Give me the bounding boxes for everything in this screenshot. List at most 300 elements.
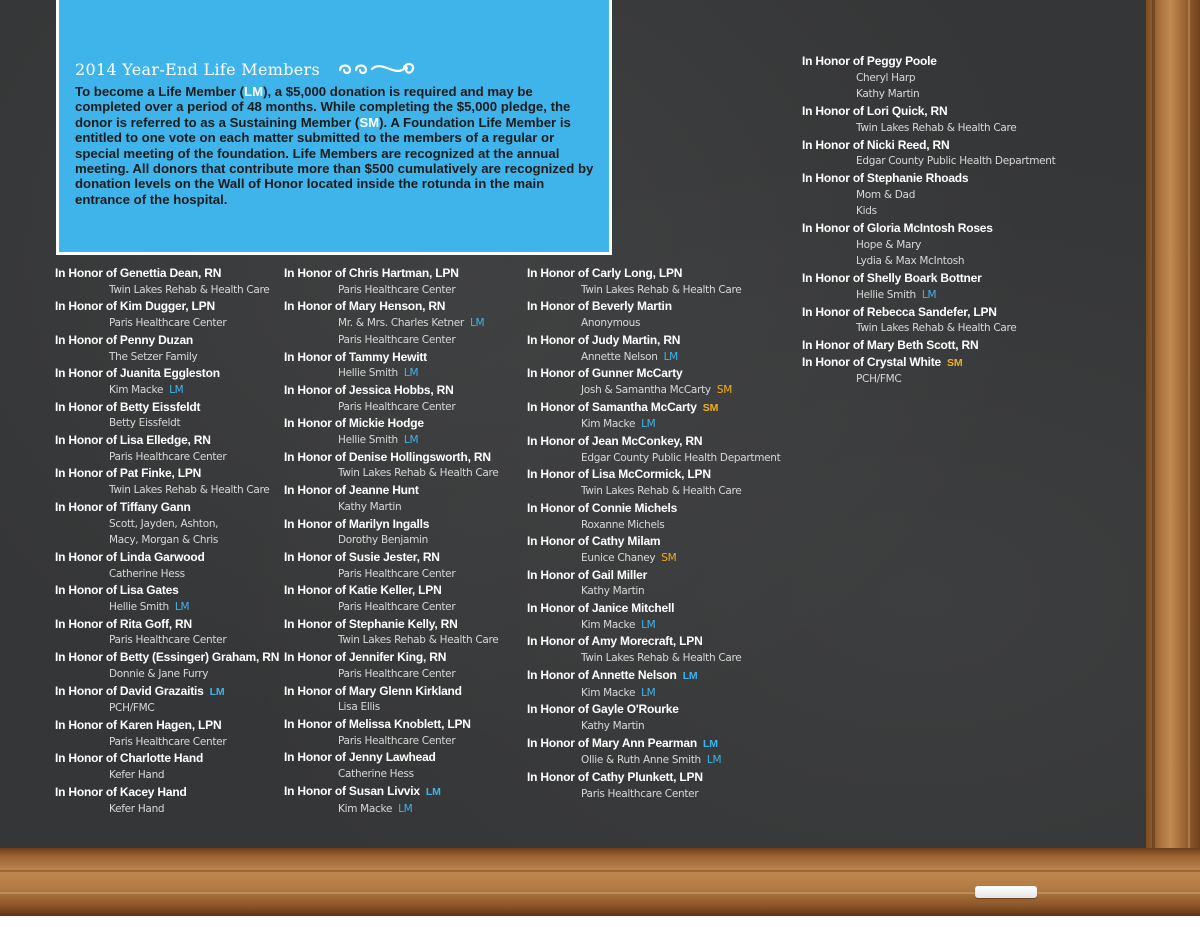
honoree-column-1 [55, 265, 279, 817]
honoree-name [55, 298, 279, 315]
honoree-name [284, 482, 498, 499]
donor-line [527, 550, 780, 567]
donor-name: Twin Lakes Rehab & Health Care [856, 121, 1017, 134]
donor-line [527, 650, 780, 667]
honor-entry [55, 582, 279, 615]
donor-name: Eunice Chaney [581, 551, 656, 564]
honoree-name [284, 649, 498, 666]
donor-line [55, 700, 279, 717]
donor-name: Kim Macke [109, 383, 164, 396]
honoree-text: In Honor of Samantha McCarty [527, 399, 697, 414]
honor-entry [527, 735, 780, 769]
donor-line [527, 752, 780, 769]
honor-entry [55, 365, 279, 398]
donor-line [284, 432, 498, 449]
honoree-text: In Honor of Charlotte Hand [55, 751, 204, 766]
honor-entry [527, 265, 780, 298]
member-badge: LM [706, 754, 722, 767]
honoree-name [284, 415, 498, 432]
donor-line [527, 685, 780, 702]
honoree-name [55, 582, 279, 599]
donor-line [802, 70, 1055, 87]
honor-entry [802, 170, 1055, 220]
honoree-name [284, 349, 498, 366]
donor-line [527, 382, 780, 399]
donor-name: Twin Lakes Rehab & Health Care [581, 485, 742, 498]
donor-line [284, 666, 498, 683]
honoree-name [284, 516, 498, 533]
honoree-text: In Honor of Shelly Boark Bottner [802, 271, 982, 286]
donor-line [527, 416, 780, 433]
honoree-text: In Honor of Gail Miller [527, 567, 648, 582]
donor-line [802, 187, 1055, 204]
honor-entry [802, 53, 1055, 103]
member-badge: LM [169, 383, 184, 396]
honoree-name [527, 433, 780, 450]
honoree-text: In Honor of Cathy Plunkett, LPN [527, 770, 703, 785]
donor-line [527, 282, 780, 299]
honor-entry [284, 265, 498, 298]
member-badge: LM [663, 350, 678, 363]
honor-entry [527, 633, 780, 666]
honoree-name [55, 432, 279, 449]
honoree-name [802, 137, 1055, 154]
donor-name: Kids [856, 205, 877, 218]
honoree-name [527, 533, 780, 550]
donor-line [284, 365, 498, 382]
donor-line [284, 499, 498, 516]
donor-name: Annette Nelson [581, 350, 658, 363]
honoree-text: In Honor of Lisa Elledge, RN [55, 433, 211, 448]
donor-name: Paris Healthcare Center [109, 735, 227, 748]
honoree-name [55, 616, 279, 633]
honoree-text: In Honor of Annette Nelson [527, 667, 677, 682]
donor-name: Paris Healthcare Center [338, 400, 456, 413]
donor-name: Josh & Samantha McCarty [581, 383, 711, 396]
donor-name: Mom & Dad [856, 188, 916, 201]
honor-entry [527, 500, 780, 533]
honor-entry [284, 683, 498, 716]
donor-name: Kefer Hand [109, 802, 165, 815]
honoree-text: In Honor of Penny Duzan [55, 332, 194, 347]
honor-entry [284, 516, 498, 549]
honoree-name [55, 784, 279, 801]
honor-entry [802, 103, 1055, 136]
honor-entry [527, 433, 780, 466]
donor-line [55, 532, 279, 549]
honor-entry [284, 382, 498, 415]
donor-line [284, 733, 498, 750]
donor-line [55, 632, 279, 649]
donor-line [55, 516, 279, 533]
donor-name: Twin Lakes Rehab & Health Care [109, 283, 270, 296]
honoree-name [55, 465, 279, 482]
donor-name: Twin Lakes Rehab & Health Care [338, 634, 499, 647]
honoree-text: In Honor of Gayle O'Rourke [527, 702, 679, 717]
honoree-text: In Honor of Tiffany Gann [55, 499, 191, 514]
honoree-text: In Honor of Nicki Reed, RN [802, 137, 950, 152]
honoree-text: In Honor of Stephanie Rhoads [802, 170, 969, 185]
honoree-text: In Honor of David Grazaitis [55, 683, 204, 698]
donor-line [527, 583, 780, 600]
honoree-text: In Honor of Lisa McCormick, LPN [527, 467, 711, 482]
honoree-text: In Honor of Carly Long, LPN [527, 266, 683, 280]
honoree-text: In Honor of Melissa Knoblett, LPN [284, 716, 471, 731]
honoree-text: In Honor of Rita Goff, RN [55, 616, 192, 631]
member-badge: LM [425, 785, 441, 798]
honoree-column-3 [527, 265, 780, 803]
honor-entry [527, 667, 780, 701]
honor-entry [284, 783, 498, 817]
honor-entry [527, 399, 780, 433]
donor-line [527, 315, 780, 332]
honoree-text: In Honor of Pat Finke, LPN [55, 466, 202, 481]
donor-line [802, 153, 1055, 170]
donor-line [284, 632, 498, 649]
honoree-name [527, 298, 780, 315]
honoree-name [527, 667, 780, 685]
honoree-name [284, 549, 498, 566]
honoree-text: In Honor of Katie Keller, LPN [284, 583, 442, 598]
donor-name: Cheryl Harp [856, 71, 916, 84]
honoree-text: In Honor of Mary Glenn Kirkland [284, 683, 462, 698]
donor-name: Lisa Ellis [338, 701, 380, 714]
member-badge: LM [469, 317, 485, 330]
honoree-text: In Honor of Cathy Milam [527, 534, 661, 549]
donor-name: Twin Lakes Rehab & Health Care [109, 484, 270, 497]
honoree-text: In Honor of Mickie Hodge [284, 416, 424, 431]
donor-name: Kefer Hand [109, 769, 165, 782]
honoree-name [55, 717, 279, 734]
donor-line [802, 253, 1055, 270]
honor-entry [284, 482, 498, 515]
honoree-text: In Honor of Rebecca Sandefer, LPN [802, 304, 997, 319]
donor-name: Kim Macke [581, 618, 636, 631]
donor-line [284, 465, 498, 482]
donor-name: Twin Lakes Rehab & Health Care [581, 652, 742, 665]
honor-entry [284, 415, 498, 448]
donor-line [284, 315, 498, 332]
honor-entry [55, 399, 279, 432]
donor-name: Kim Macke [581, 418, 636, 431]
honor-entry [527, 332, 780, 365]
honoree-name [284, 749, 498, 766]
donor-name: Kim Macke [338, 802, 393, 815]
honoree-text: In Honor of Amy Morecraft, LPN [527, 634, 703, 649]
panel-description [75, 84, 597, 207]
honor-entry [55, 499, 279, 549]
honoree-name [527, 701, 780, 718]
donor-line [284, 332, 498, 349]
honoree-name [284, 683, 498, 700]
honoree-text: In Honor of Karen Hagen, LPN [55, 717, 222, 732]
donor-name: Paris Healthcare Center [109, 634, 227, 647]
member-badge: LM [398, 802, 413, 815]
honor-entry [802, 354, 1055, 388]
member-badge: LM [641, 618, 656, 631]
panel-title: 2014 Year-End Life Members [75, 59, 320, 79]
donor-name: Edgar County Public Health Department [581, 451, 781, 464]
honoree-name [284, 783, 498, 801]
donor-line [55, 734, 279, 751]
honor-entry [55, 465, 279, 498]
honoree-text: In Honor of Mary Henson, RN [284, 299, 446, 314]
honor-entry [802, 304, 1055, 337]
honoree-text: In Honor of Lori Quick, RN [802, 104, 948, 119]
honor-entry [284, 749, 498, 782]
donor-name: Hellie Smith [338, 367, 398, 380]
donor-line [284, 766, 498, 783]
donor-line [55, 415, 279, 432]
honoree-name [55, 549, 279, 566]
honoree-name [802, 304, 1055, 321]
member-badge: SM [661, 551, 677, 564]
donor-line [284, 282, 498, 299]
text-segment: ). A Foundation Life Member is entitled to one vote on each matter submitted to the members of a regular or special meeting of the foundation. Life Members are recognized at the annual meeting. All donors that contribute more than $500 cumulatively are recognized by donation levels on the Wall of Honor located inside the rotunda in the main entrance of the hospital. [75, 114, 594, 207]
donor-line [284, 532, 498, 549]
honoree-name [55, 332, 279, 349]
donor-line [55, 282, 279, 299]
wood-ledge [0, 848, 1200, 916]
donor-line [55, 666, 279, 683]
donor-line [527, 517, 780, 534]
honor-entry [527, 298, 780, 331]
chalk-piece [975, 886, 1037, 898]
honoree-text: In Honor of Stephanie Kelly, RN [284, 616, 458, 631]
honor-entry [284, 716, 498, 749]
honor-entry [284, 549, 498, 582]
honoree-name [802, 103, 1055, 120]
honor-entry [802, 220, 1055, 270]
honor-entry [527, 769, 780, 802]
honoree-name [802, 270, 1055, 287]
honoree-text: In Honor of Gloria McIntosh Roses [802, 221, 993, 236]
donor-name: Paris Healthcare Center [338, 667, 456, 680]
donor-line [802, 320, 1055, 337]
donor-name: Hope & Mary [856, 238, 922, 251]
honor-entry [284, 649, 498, 682]
donor-line [527, 450, 780, 467]
member-badge: SM [947, 356, 963, 369]
donor-line [802, 287, 1055, 304]
donor-line [55, 449, 279, 466]
donor-name: Twin Lakes Rehab & Health Care [581, 283, 742, 296]
member-badge: LM [921, 288, 937, 301]
donor-name: Ollie & Ruth Anne Smith [581, 754, 701, 767]
member-badge: SM [702, 401, 719, 414]
donor-line [284, 599, 498, 616]
honoree-name [527, 365, 780, 382]
honoree-name [802, 53, 1055, 70]
donor-name: Kathy Martin [581, 585, 645, 598]
honoree-name [284, 382, 498, 399]
donor-line [284, 399, 498, 416]
honoree-name [527, 735, 780, 753]
donor-name: Scott, Jayden, Ashton, [109, 517, 219, 530]
donor-name: Catherine Hess [109, 567, 185, 580]
honoree-name [802, 170, 1055, 187]
honoree-name [55, 265, 279, 282]
donor-line [802, 120, 1055, 137]
donor-name: The Setzer Family [109, 350, 198, 363]
honoree-text: In Honor of Peggy Poole [802, 54, 937, 68]
donor-name: Kim Macke [581, 686, 636, 699]
honoree-name [527, 567, 780, 584]
donor-name: Mr. & Mrs. Charles Ketner [338, 317, 464, 330]
honor-entry [55, 683, 279, 717]
member-badge: LM [209, 685, 225, 698]
honoree-name [284, 582, 498, 599]
member-badge: LM [403, 367, 419, 380]
honor-entry [55, 332, 279, 365]
honoree-name [55, 649, 279, 666]
honoree-name [802, 337, 1055, 354]
honoree-name [802, 354, 1055, 372]
member-badge: SM [716, 383, 732, 396]
honoree-name [527, 600, 780, 617]
donor-line [527, 617, 780, 634]
donor-name: Twin Lakes Rehab & Health Care [856, 322, 1017, 335]
honoree-text: In Honor of Gunner McCarty [527, 366, 683, 381]
donor-name: Paris Healthcare Center [338, 567, 456, 580]
honoree-name [55, 499, 279, 516]
donor-line [527, 483, 780, 500]
honor-entry [527, 701, 780, 734]
donor-name: Paris Healthcare Center [338, 601, 456, 614]
donor-name: Dorothy Benjamin [338, 534, 429, 547]
honoree-text: In Honor of Linda Garwood [55, 549, 205, 564]
member-badge: LM [641, 686, 656, 699]
honoree-text: In Honor of Mary Beth Scott, RN [802, 337, 979, 352]
honor-entry [284, 449, 498, 482]
honoree-name [55, 683, 279, 701]
donor-name: Anonymous [581, 317, 641, 330]
honor-entry [55, 265, 279, 298]
donor-name: Kathy Martin [581, 719, 645, 732]
honoree-name [802, 220, 1055, 237]
donor-line [55, 315, 279, 332]
honoree-text: In Honor of Lisa Gates [55, 583, 179, 598]
honor-entry [55, 784, 279, 817]
honoree-name [527, 332, 780, 349]
honoree-text: In Honor of Marilyn Ingalls [284, 516, 430, 531]
text-segment: To become a Life Member ( [75, 84, 245, 99]
donor-name: Twin Lakes Rehab & Health Care [338, 467, 499, 480]
text-segment: ), a $5,000 donation is required and may be completed over a period of 48 months. While completing the $5,000 pledge, the donor is referred to as a Sustaining Member ( [75, 84, 571, 130]
honoree-text: In Honor of Jenny Lawhead [284, 750, 436, 765]
honoree-text: In Honor of Susan Livvix [284, 783, 420, 798]
member-badge: LM [702, 737, 718, 750]
honoree-name [527, 769, 780, 786]
donor-name: Kathy Martin [338, 500, 402, 513]
page-margin [0, 916, 1200, 927]
donor-name: Paris Healthcare Center [338, 333, 456, 346]
donor-line [527, 786, 780, 803]
honoree-name [55, 365, 279, 382]
donor-name: Edgar County Public Health Department [856, 155, 1056, 168]
donor-line [55, 599, 279, 616]
donor-name: Paris Healthcare Center [338, 734, 456, 747]
donor-line [55, 382, 279, 399]
donor-name: Lydia & Max McIntosh [856, 255, 965, 268]
donor-name: Roxanne Michels [581, 518, 665, 531]
honor-entry [55, 649, 279, 682]
donor-line [284, 699, 498, 716]
honor-entry [527, 466, 780, 499]
honor-entry [55, 616, 279, 649]
donor-name: Paris Healthcare Center [109, 450, 227, 463]
member-badge: LM [174, 601, 190, 614]
donor-line [802, 203, 1055, 220]
swirl-ornament-icon [334, 58, 420, 80]
donor-name: Hellie Smith [856, 288, 916, 301]
honoree-text: In Honor of Connie Michels [527, 500, 678, 515]
honoree-column-2 [284, 265, 498, 817]
donor-name: Hellie Smith [338, 434, 398, 447]
honor-entry [802, 337, 1055, 354]
honoree-name [284, 716, 498, 733]
donor-name: Betty Eissfeldt [109, 417, 181, 430]
honoree-text: In Honor of Denise Hollingsworth, RN [284, 449, 491, 464]
donor-name: PCH/FMC [856, 373, 902, 386]
donor-name: Paris Healthcare Center [109, 317, 227, 330]
honoree-text: In Honor of Tammy Hewitt [284, 349, 427, 364]
honor-entry [55, 717, 279, 750]
donor-name: Kathy Martin [856, 88, 920, 101]
donor-name: PCH/FMC [109, 702, 155, 715]
honor-entry [527, 365, 780, 398]
lm-code: LM [244, 84, 264, 99]
donor-line [284, 566, 498, 583]
honor-entry [802, 270, 1055, 303]
honoree-column-4 [802, 53, 1055, 388]
donor-name: Macy, Morgan & Chris [109, 534, 219, 547]
honor-entry [284, 349, 498, 382]
donor-line [55, 767, 279, 784]
honoree-name [284, 298, 498, 315]
donor-name: Catherine Hess [338, 768, 414, 781]
honoree-name [284, 265, 498, 282]
donor-line [802, 86, 1055, 103]
honoree-text: In Honor of Kacey Hand [55, 784, 187, 799]
wood-frame-right [1146, 0, 1200, 927]
donor-name: Paris Healthcare Center [338, 283, 456, 296]
honor-entry [55, 298, 279, 331]
honoree-name [527, 500, 780, 517]
honoree-text: In Honor of Jennifer King, RN [284, 650, 447, 665]
donor-line [55, 566, 279, 583]
donor-line [284, 801, 498, 818]
donor-line [527, 349, 780, 366]
honor-entry [527, 600, 780, 633]
member-badge: LM [403, 434, 419, 447]
honor-entry [55, 750, 279, 783]
donor-line [55, 482, 279, 499]
honoree-name [527, 466, 780, 483]
honoree-text: In Honor of Janice Mitchell [527, 601, 675, 616]
honoree-text: In Honor of Betty (Essinger) Graham, RN [55, 650, 280, 665]
honor-entry [527, 533, 780, 566]
honoree-name [55, 399, 279, 416]
honoree-text: In Honor of Juanita Eggleston [55, 366, 220, 381]
life-members-panel [56, 0, 612, 255]
honoree-name [284, 616, 498, 633]
honor-entry [284, 298, 498, 348]
honoree-text: In Honor of Susie Jester, RN [284, 549, 440, 564]
honor-entry [55, 549, 279, 582]
donor-line [802, 371, 1055, 388]
honoree-name [527, 633, 780, 650]
